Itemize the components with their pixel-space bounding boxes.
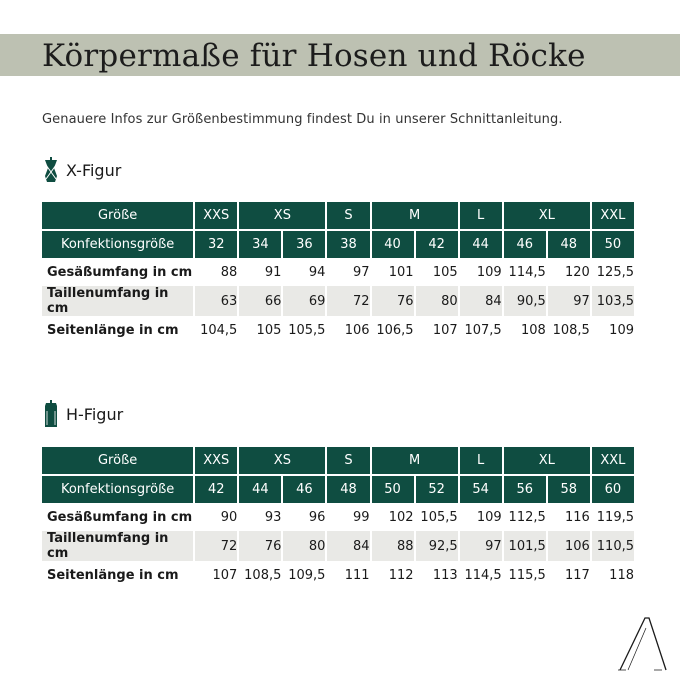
table-row-hip xyxy=(42,505,634,529)
table-cell: 106 xyxy=(548,531,590,561)
row-label: Taillenumfang in cm xyxy=(42,286,193,316)
table-cell: 114,5 xyxy=(508,264,546,280)
table-cell: 109 xyxy=(476,264,502,280)
size-cell: S xyxy=(327,202,369,229)
table-cell: 69 xyxy=(283,286,325,316)
table-cell: 84 xyxy=(327,531,369,561)
confection-row xyxy=(42,476,634,503)
table-row-waist xyxy=(42,286,634,316)
intro-text: Genauere Infos zur Größenbestimmung findest Du in unserer Schnittanleitung. xyxy=(42,112,563,127)
size-cell: XS xyxy=(239,447,325,474)
table-row-side-length xyxy=(42,563,634,587)
table-cell: 109 xyxy=(609,322,634,338)
size-cell: XXS xyxy=(195,447,237,474)
table-cell: 104,5 xyxy=(200,322,238,338)
confection-cell: 44 xyxy=(460,231,502,258)
table-cell: 117 xyxy=(565,567,590,583)
table-cell: 105 xyxy=(256,322,282,338)
table-cell: 107 xyxy=(432,322,458,338)
table-cell: 88 xyxy=(220,264,238,280)
brand-logo-icon xyxy=(618,616,670,672)
table-cell: 110,5 xyxy=(592,531,634,561)
row-label: Taillenumfang in cm xyxy=(42,531,193,561)
table-cell: 97 xyxy=(460,531,502,561)
table-cell: 80 xyxy=(416,286,458,316)
table-cell: 118 xyxy=(609,567,634,583)
size-label: Größe xyxy=(42,202,193,229)
table-cell: 101 xyxy=(388,264,414,280)
size-cell: S xyxy=(327,447,369,474)
confection-cell: 32 xyxy=(195,231,237,258)
table-row-side-length xyxy=(42,318,634,342)
confection-cell: 60 xyxy=(592,476,634,503)
table-cell: 111 xyxy=(344,567,370,583)
confection-cell: 42 xyxy=(195,476,237,503)
table-cell: 80 xyxy=(283,531,325,561)
table-cell: 113 xyxy=(432,567,458,583)
size-cell: L xyxy=(460,447,502,474)
size-cell: XXS xyxy=(195,202,237,229)
row-label: Seitenlänge in cm xyxy=(47,567,179,583)
table-cell: 107 xyxy=(212,567,238,583)
table-cell: 103,5 xyxy=(592,286,634,316)
confection-cell: 46 xyxy=(283,476,325,503)
table-cell: 108 xyxy=(520,322,546,338)
h-figure-icon xyxy=(42,400,60,428)
confection-cell: 40 xyxy=(372,231,414,258)
x-figure-heading xyxy=(42,156,121,184)
table-cell: 106 xyxy=(344,322,370,338)
confection-cell: 50 xyxy=(372,476,414,503)
table-row-hip xyxy=(42,260,634,284)
table-cell: 91 xyxy=(264,264,282,280)
confection-cell: 44 xyxy=(239,476,281,503)
table-cell: 84 xyxy=(460,286,502,316)
confection-cell: 38 xyxy=(327,231,369,258)
table-cell: 105,5 xyxy=(288,322,326,338)
confection-cell: 50 xyxy=(592,231,634,258)
table-cell: 105 xyxy=(432,264,458,280)
table-cell: 96 xyxy=(308,509,326,525)
table-cell: 119,5 xyxy=(596,509,634,525)
size-row xyxy=(42,202,634,229)
x-figure-table xyxy=(40,200,636,344)
table-cell: 63 xyxy=(195,286,237,316)
table-cell: 97 xyxy=(352,264,370,280)
table-cell: 94 xyxy=(308,264,326,280)
confection-cell: 42 xyxy=(416,231,458,258)
table-cell: 112 xyxy=(388,567,414,583)
row-label: Gesäßumfang in cm xyxy=(47,264,193,280)
h-figure-heading xyxy=(42,400,123,428)
table-cell: 120 xyxy=(565,264,590,280)
table-cell: 108,5 xyxy=(244,567,282,583)
size-cell: XS xyxy=(239,202,325,229)
size-cell: L xyxy=(460,202,502,229)
x-figure-icon xyxy=(42,157,60,183)
table-cell: 116 xyxy=(565,509,590,525)
table-cell: 109,5 xyxy=(288,567,326,583)
table-cell: 76 xyxy=(239,531,281,561)
table-cell: 72 xyxy=(327,286,369,316)
size-cell: M xyxy=(372,202,458,229)
page-title: Körpermaße für Hosen und Röcke xyxy=(42,38,586,74)
confection-cell: 52 xyxy=(416,476,458,503)
h-figure-table xyxy=(40,445,636,589)
table-cell: 115,5 xyxy=(508,567,546,583)
table-cell: 102 xyxy=(388,509,414,525)
table-cell: 99 xyxy=(352,509,370,525)
x-figure-title: X-Figur xyxy=(66,160,122,180)
confection-label: Konfektionsgröße xyxy=(42,476,193,503)
size-cell: XXL xyxy=(592,202,634,229)
table-cell: 90 xyxy=(220,509,238,525)
row-label: Seitenlänge in cm xyxy=(47,322,179,338)
confection-cell: 48 xyxy=(548,231,590,258)
table-cell: 93 xyxy=(264,509,282,525)
table-cell: 97 xyxy=(548,286,590,316)
table-cell: 125,5 xyxy=(596,264,634,280)
confection-cell: 46 xyxy=(504,231,546,258)
size-cell: M xyxy=(372,447,458,474)
table-row-waist xyxy=(42,531,634,561)
table-cell: 109 xyxy=(476,509,502,525)
confection-row xyxy=(42,231,634,258)
table-cell: 105,5 xyxy=(420,509,458,525)
size-label: Größe xyxy=(42,447,193,474)
size-cell: XL xyxy=(504,447,590,474)
table-cell: 90,5 xyxy=(504,286,546,316)
confection-cell: 48 xyxy=(327,476,369,503)
table-cell: 107,5 xyxy=(464,322,502,338)
table-cell: 106,5 xyxy=(376,322,414,338)
table-cell: 101,5 xyxy=(504,531,546,561)
table-cell: 76 xyxy=(372,286,414,316)
table-cell: 108,5 xyxy=(552,322,590,338)
h-figure-title: H-Figur xyxy=(66,404,124,424)
confection-label: Konfektionsgröße xyxy=(42,231,193,258)
confection-cell: 54 xyxy=(460,476,502,503)
confection-cell: 56 xyxy=(504,476,546,503)
confection-cell: 34 xyxy=(239,231,281,258)
table-cell: 72 xyxy=(195,531,237,561)
row-label: Gesäßumfang in cm xyxy=(47,509,193,525)
confection-cell: 58 xyxy=(548,476,590,503)
size-cell: XL xyxy=(504,202,590,229)
table-cell: 88 xyxy=(372,531,414,561)
size-row xyxy=(42,447,634,474)
size-cell: XXL xyxy=(592,447,634,474)
confection-cell: 36 xyxy=(283,231,325,258)
table-cell: 112,5 xyxy=(508,509,546,525)
table-cell: 114,5 xyxy=(464,567,502,583)
table-cell: 92,5 xyxy=(416,531,458,561)
table-cell: 66 xyxy=(239,286,281,316)
